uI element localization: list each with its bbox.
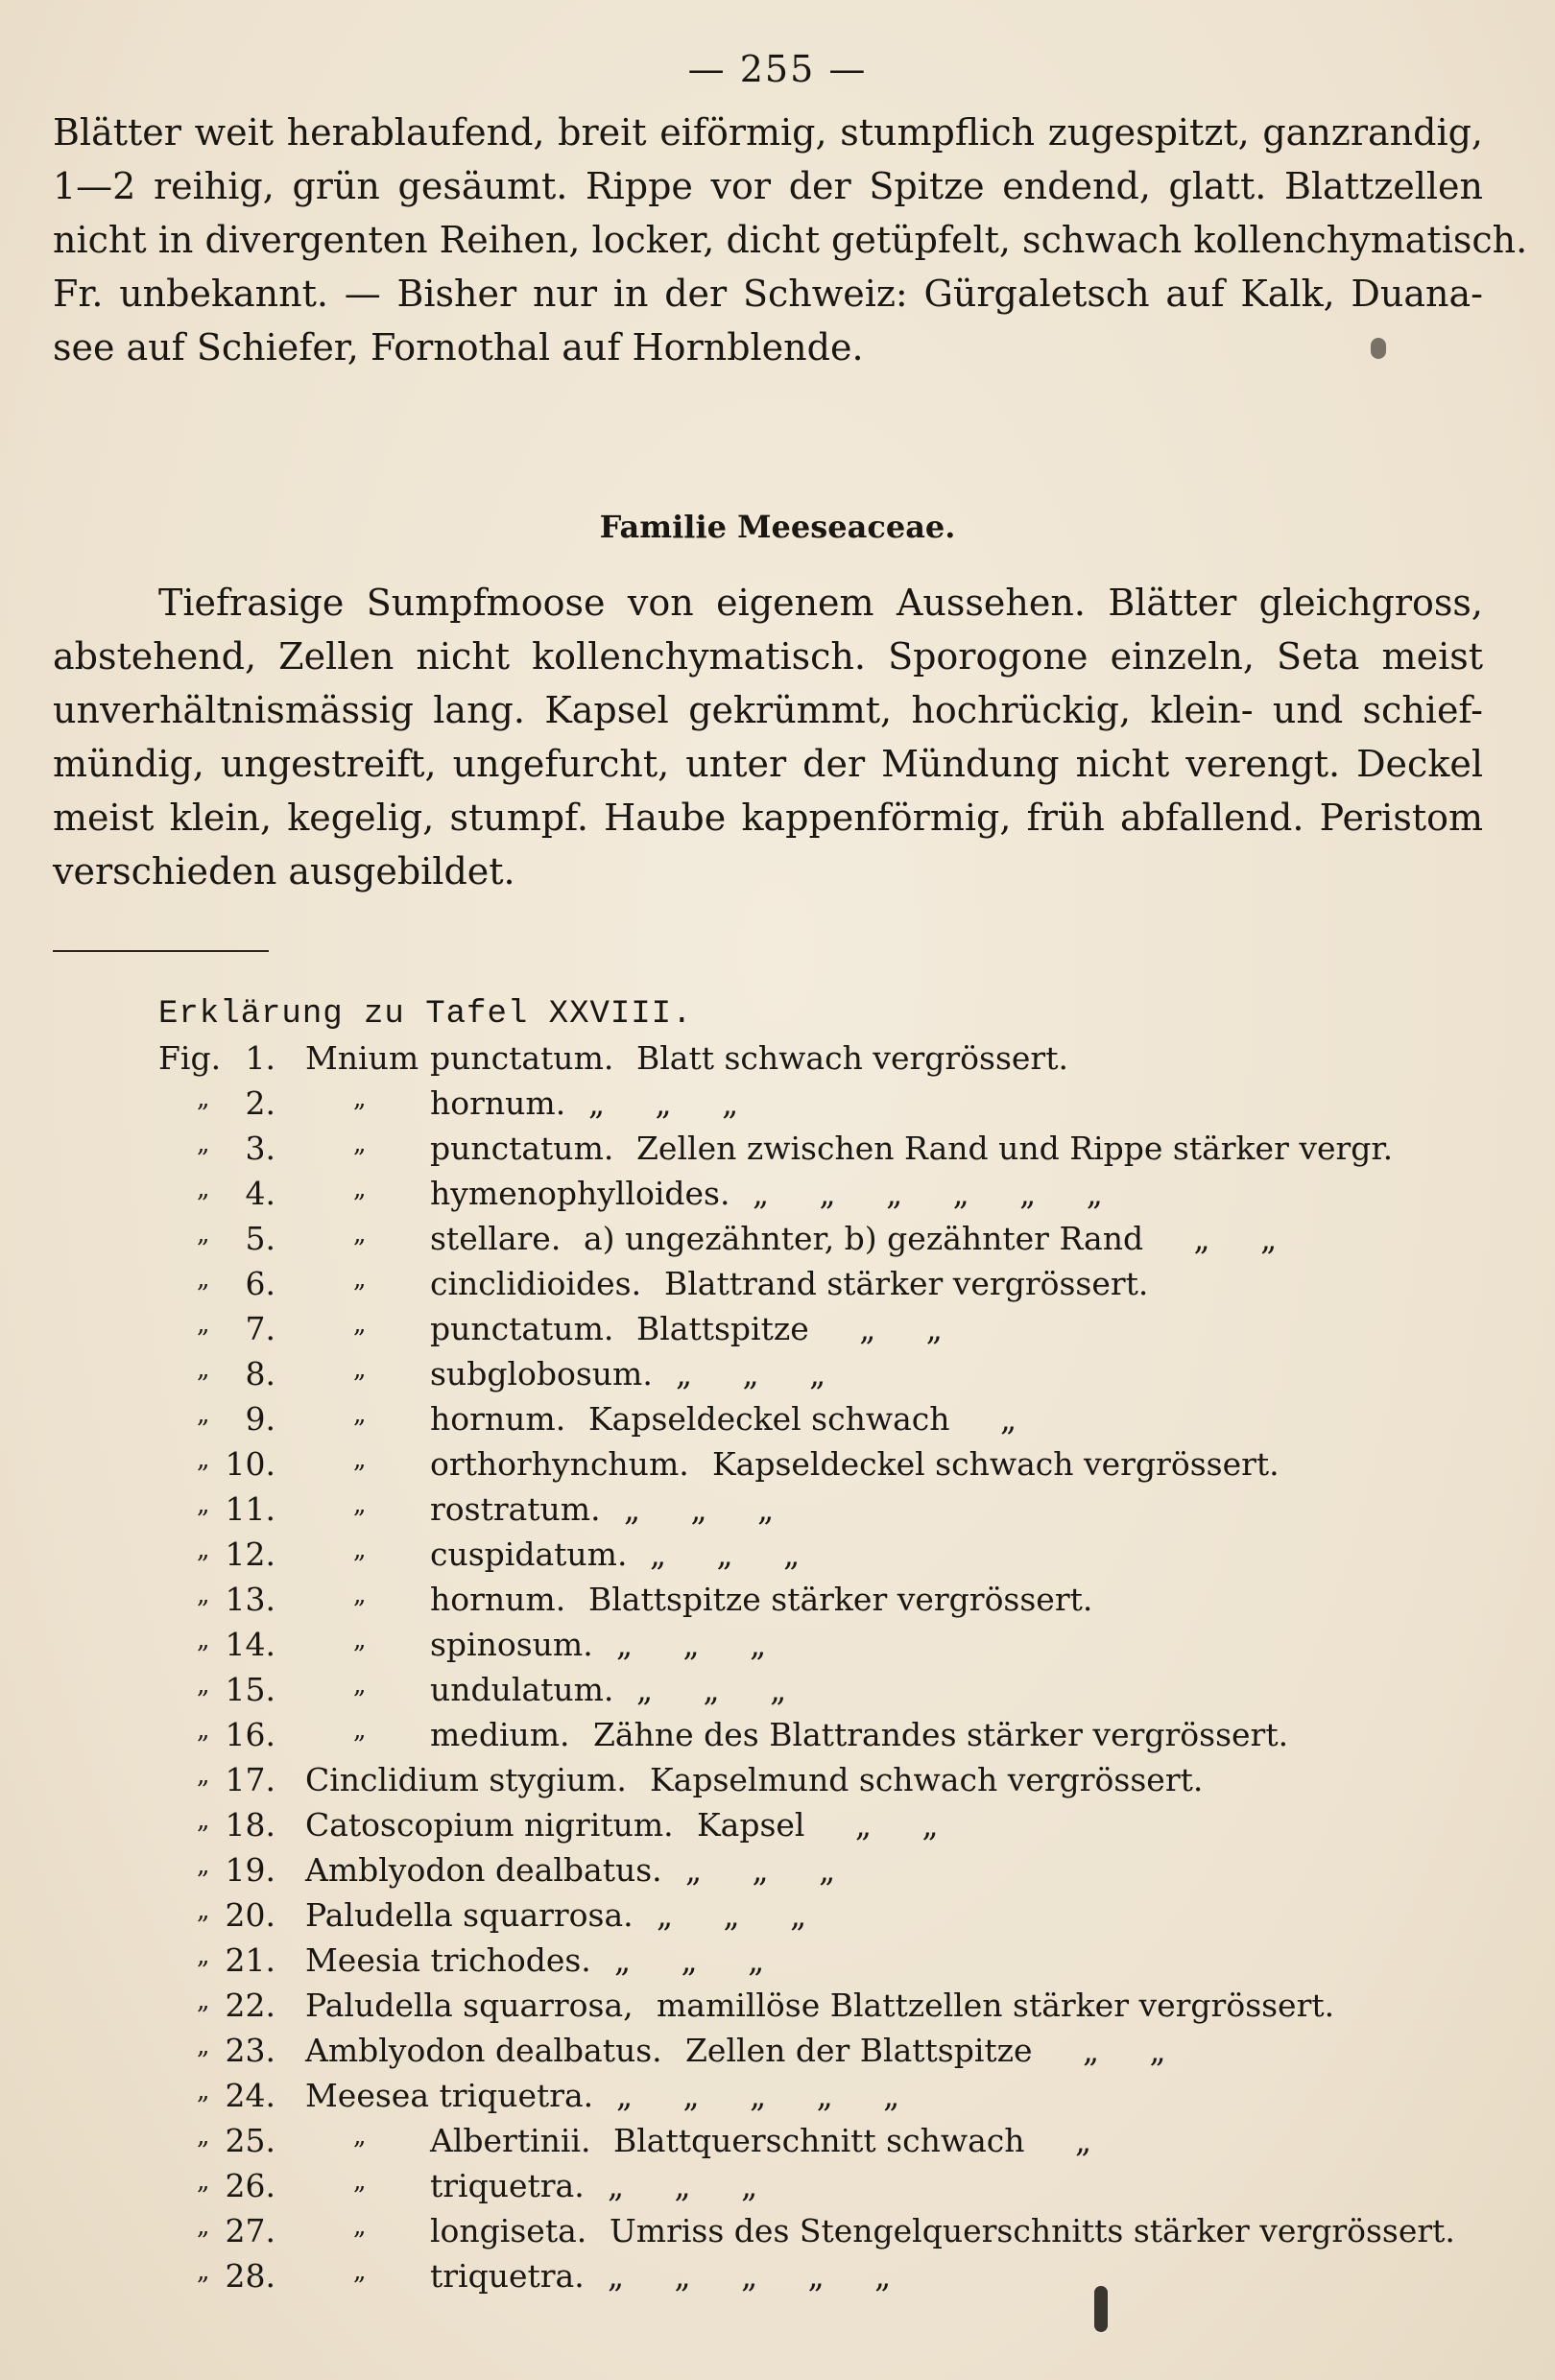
figure-species: hornum. [430, 1084, 566, 1122]
figure-prefix: Fig. [158, 1039, 222, 1077]
figure-number: 22. [225, 1987, 275, 2024]
figure-genus: „ [353, 1671, 367, 1700]
figure-row [0, 2122, 1555, 2167]
figure-row [0, 1130, 1555, 1175]
figure-genus: „ [353, 1400, 367, 1429]
figure-number: 26. [225, 2167, 275, 2204]
text-line: Fr. unbekannt. — Bisher nur in der Schweiz: Gürgaletsch auf Kalk, Duana- [53, 273, 1483, 315]
figure-species: orthorhynchum. [430, 1445, 689, 1483]
figure-number: 14. [225, 1626, 275, 1663]
figure-prefix: „ [197, 1400, 210, 1429]
figure-prefix: „ [197, 1445, 210, 1474]
figure-row [0, 2257, 1555, 2302]
figure-row [0, 2212, 1555, 2257]
figure-genus: „ [353, 2167, 367, 2196]
figure-genus: Catoscopium nigritum. [305, 1806, 674, 1844]
figure-prefix: „ [197, 1941, 210, 1970]
text-line: abstehend, Zellen nicht kollenchymatisch. Sporogone einzeln, Seta meist [53, 635, 1483, 678]
figure-species: subglobosum. [430, 1355, 653, 1392]
figure-row [0, 1716, 1555, 1761]
figure-species: triquetra. [430, 2257, 585, 2295]
figure-species: undulatum. [430, 1671, 614, 1708]
figure-prefix: „ [197, 2257, 210, 2286]
figure-genus: Amblyodon dealbatus. [305, 2032, 662, 2069]
figure-species: Albertinii. [430, 2122, 591, 2159]
figure-genus: „ [353, 1535, 367, 1564]
figure-row [0, 1987, 1555, 2032]
figure-description: „ „ „ [657, 1896, 807, 1934]
figure-row [0, 1761, 1555, 1806]
figure-prefix: „ [197, 1220, 210, 1249]
figure-description: Blatt schwach vergrössert. [636, 1039, 1068, 1077]
figure-row [0, 1310, 1555, 1355]
figure-row [0, 1355, 1555, 1400]
figure-row [0, 2032, 1555, 2077]
figure-prefix: „ [197, 1671, 210, 1700]
figure-description: „ „ „ [624, 1490, 775, 1528]
figure-species: cinclidioides. [430, 1265, 642, 1302]
figure-number: 8. [245, 1355, 275, 1392]
figure-prefix: „ [197, 1310, 210, 1339]
figure-genus: „ [353, 1130, 367, 1158]
figure-species: medium. [430, 1716, 570, 1753]
figure-species: longiseta. [430, 2212, 587, 2249]
figure-row [0, 1400, 1555, 1445]
figure-species: rostratum. [430, 1490, 601, 1528]
figure-row [0, 1220, 1555, 1265]
figure-description: Blattspitze „ „ [636, 1310, 943, 1347]
figure-species: hornum. [430, 1581, 566, 1618]
figure-description: „ „ „ [685, 1851, 836, 1889]
text-line: 1—2 reihig, grün gesäumt. Rippe vor der Spitze endend, glatt. Blattzellen [53, 165, 1483, 207]
figure-prefix: „ [197, 1716, 210, 1745]
figure-species: punctatum. [430, 1310, 614, 1347]
figure-number: 18. [225, 1806, 275, 1844]
figure-row [0, 1626, 1555, 1671]
figure-number: 7. [245, 1310, 275, 1347]
figure-row [0, 1039, 1555, 1084]
figure-row [0, 1581, 1555, 1626]
figure-genus: Cinclidium stygium. [305, 1761, 627, 1798]
figure-number: 12. [225, 1535, 275, 1573]
figure-prefix: „ [197, 1084, 210, 1113]
text-line: mündig, ungestreift, ungefurcht, unter der Mündung nicht verengt. Deckel [53, 743, 1483, 785]
figure-description: „ „ „ [608, 2167, 758, 2204]
figure-genus: „ [353, 2212, 367, 2241]
figure-prefix: „ [197, 2122, 210, 2151]
figure-prefix: „ [197, 1175, 210, 1203]
figure-row [0, 2167, 1555, 2212]
section-heading: Familie Meeseaceae. [599, 509, 956, 545]
figure-description: „ „ „ [636, 1671, 787, 1708]
figure-number: 1. [245, 1039, 275, 1077]
figure-number: 15. [225, 1671, 275, 1708]
figure-genus: „ [353, 1716, 367, 1745]
figure-prefix: „ [197, 1355, 210, 1384]
figure-genus: Amblyodon dealbatus. [305, 1851, 662, 1889]
figure-prefix: „ [197, 2212, 210, 2241]
figure-description: Blattquerschnitt schwach „ [613, 2122, 1092, 2159]
figure-genus: Mnium [305, 1039, 419, 1077]
figure-row [0, 1806, 1555, 1851]
figure-description: Blattrand stärker vergrössert. [664, 1265, 1149, 1302]
figure-description: „ „ „ [676, 1355, 826, 1392]
text-line: see auf Schiefer, Fornothal auf Hornblende. [53, 326, 864, 369]
figure-number: 4. [245, 1175, 275, 1212]
figure-description: Kapsel „ „ [697, 1806, 939, 1844]
text-line: Tiefrasige Sumpfmoose von eigenem Aussehen. Blätter gleichgross, [158, 582, 1483, 624]
figure-genus: Meesea triquetra. [305, 2077, 594, 2114]
figure-description: Blattspitze stärker vergrössert. [588, 1581, 1093, 1618]
figure-description: „ „ „ „ „ [608, 2257, 892, 2295]
figure-prefix: „ [197, 1896, 210, 1925]
figure-prefix: „ [197, 1265, 210, 1294]
figure-number: 3. [245, 1130, 275, 1167]
figure-row [0, 1535, 1555, 1581]
figure-number: 9. [245, 1400, 275, 1438]
figure-prefix: „ [197, 1581, 210, 1609]
figure-number: 28. [225, 2257, 275, 2295]
figure-description: Zähne des Blattrandes stärker vergrössert. [593, 1716, 1289, 1753]
figure-number: 16. [225, 1716, 275, 1753]
figure-prefix: „ [197, 2167, 210, 2196]
figure-row [0, 2077, 1555, 2122]
ink-spot [1094, 2286, 1108, 2332]
figure-species: spinosum. [430, 1626, 593, 1663]
figure-row [0, 1084, 1555, 1130]
figure-prefix: „ [197, 1626, 210, 1654]
figure-genus: „ [353, 1084, 367, 1113]
figure-row [0, 1445, 1555, 1490]
paragraph-species-description [53, 106, 1528, 374]
figure-genus: „ [353, 1265, 367, 1294]
figure-prefix: „ [197, 1535, 210, 1564]
figure-description: „ „ „ „ „ [616, 2077, 900, 2114]
figure-row [0, 1896, 1555, 1941]
figure-number: 13. [225, 1581, 275, 1618]
figure-description: „ „ „ „ „ „ [753, 1175, 1103, 1212]
figure-prefix: „ [197, 1987, 210, 2015]
figure-genus: „ [353, 1175, 367, 1203]
figure-genus: „ [353, 2257, 367, 2286]
figure-species: hornum. [430, 1400, 566, 1438]
figure-species: hymenophylloides. [430, 1175, 730, 1212]
figure-prefix: „ [197, 2032, 210, 2060]
figure-row [0, 1265, 1555, 1310]
figure-number: 5. [245, 1220, 275, 1257]
figure-species: punctatum. [430, 1130, 614, 1167]
figure-genus: „ [353, 1355, 367, 1384]
explanation-title: Erklärung zu Tafel XXVIII. [158, 996, 693, 1033]
figure-list [0, 1039, 1555, 2302]
figure-prefix: „ [197, 1806, 210, 1835]
separator-rule [53, 950, 269, 952]
figure-species: stellare. [430, 1220, 562, 1257]
figure-number: 21. [225, 1941, 275, 1979]
figure-species: cuspidatum. [430, 1535, 628, 1573]
figure-prefix: „ [197, 1490, 210, 1519]
ink-spot [1371, 338, 1386, 359]
figure-row [0, 1671, 1555, 1716]
figure-description: Umriss des Stengelquerschnitts stärker vergrössert. [610, 2212, 1455, 2249]
figure-number: 20. [225, 1896, 275, 1934]
figure-description: mamillöse Blattzellen stärker vergrössert. [657, 1987, 1335, 2024]
figure-number: 27. [225, 2212, 275, 2249]
figure-description: Zellen zwischen Rand und Rippe stärker vergr. [636, 1130, 1394, 1167]
figure-number: 25. [225, 2122, 275, 2159]
figure-description: „ „ „ [614, 1941, 765, 1979]
figure-description: Kapselmund schwach vergrössert. [650, 1761, 1204, 1798]
figure-genus: Paludella squarrosa. [305, 1896, 634, 1934]
figure-row [0, 1490, 1555, 1535]
figure-genus: Meesia trichodes. [305, 1941, 591, 1979]
figure-description: a) ungezähnter, b) gezähnter Rand „ „ [584, 1220, 1278, 1257]
figure-row [0, 1175, 1555, 1220]
figure-genus: „ [353, 1581, 367, 1609]
figure-genus: „ [353, 2122, 367, 2151]
page-number: — 255 — [687, 48, 868, 90]
text-line: unverhältnismässig lang. Kapsel gekrümmt, hochrückig, klein- und schief- [53, 689, 1483, 731]
figure-number: 19. [225, 1851, 275, 1889]
figure-description: Kapseldeckel schwach vergrössert. [712, 1445, 1280, 1483]
figure-genus: „ [353, 1490, 367, 1519]
figure-genus: „ [353, 1626, 367, 1654]
figure-prefix: „ [197, 1851, 210, 1880]
figure-description: „ „ „ [650, 1535, 801, 1573]
figure-description: „ „ „ [616, 1626, 767, 1663]
figure-number: 23. [225, 2032, 275, 2069]
text-line: verschieden ausgebildet. [53, 850, 515, 892]
figure-description: „ „ „ [588, 1084, 739, 1122]
paragraph-family-description [53, 576, 1483, 898]
figure-description: Kapseldeckel schwach „ [588, 1400, 1017, 1438]
figure-number: 10. [225, 1445, 275, 1483]
text-line: Blätter weit herablaufend, breit eiförmig, stumpflich zugespitzt, ganzrandig, [53, 111, 1483, 154]
figure-prefix: „ [197, 1761, 210, 1790]
figure-genus: „ [353, 1310, 367, 1339]
figure-species: triquetra. [430, 2167, 585, 2204]
figure-row [0, 1941, 1555, 1987]
figure-number: 6. [245, 1265, 275, 1302]
text-line: nicht in divergenten Reihen, locker, dicht getüpfelt, schwach kollenchymatisch. [53, 219, 1528, 261]
figure-genus: „ [353, 1445, 367, 1474]
figure-number: 11. [225, 1490, 275, 1528]
figure-number: 2. [245, 1084, 275, 1122]
figure-genus: „ [353, 1220, 367, 1249]
figure-prefix: „ [197, 1130, 210, 1158]
figure-number: 24. [225, 2077, 275, 2114]
figure-genus: Paludella squarrosa, [305, 1987, 634, 2024]
figure-description: Zellen der Blattspitze „ „ [685, 2032, 1166, 2069]
figure-number: 17. [225, 1761, 275, 1798]
figure-prefix: „ [197, 2077, 210, 2106]
figure-species: punctatum. [430, 1039, 614, 1077]
figure-row [0, 1851, 1555, 1896]
text-line: meist klein, kegelig, stumpf. Haube kappenförmig, früh abfallend. Peristom [53, 797, 1483, 839]
